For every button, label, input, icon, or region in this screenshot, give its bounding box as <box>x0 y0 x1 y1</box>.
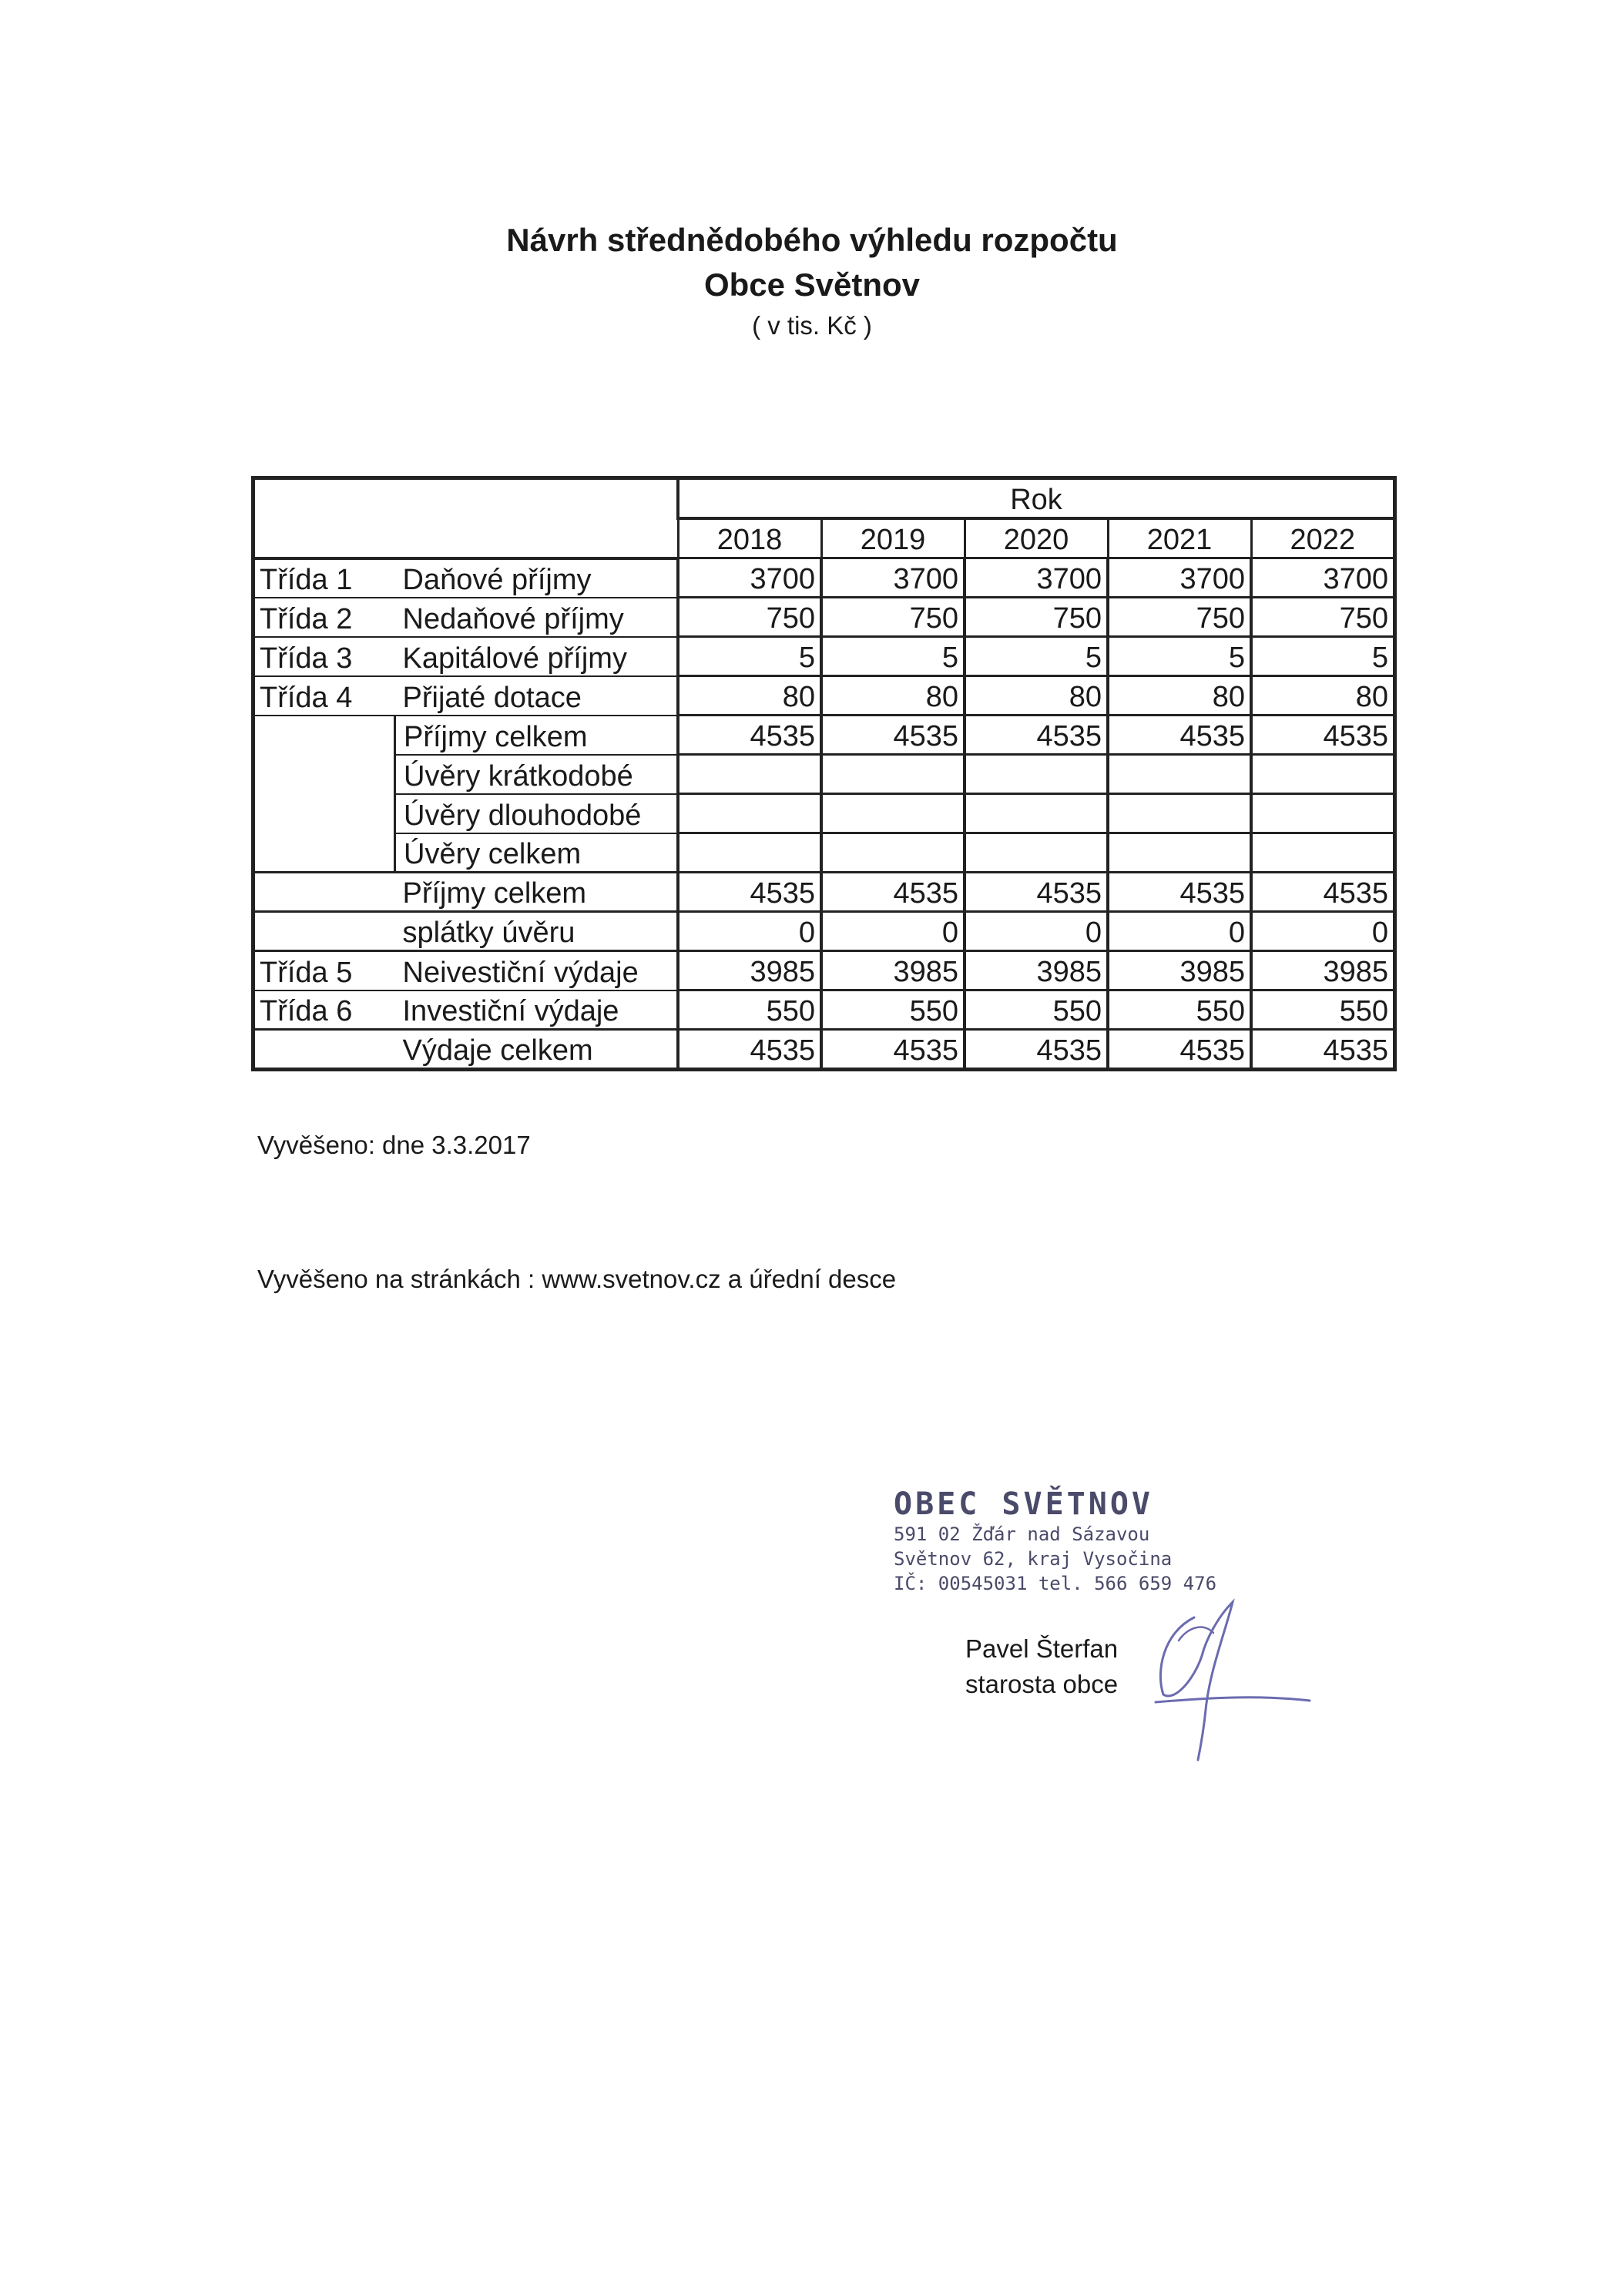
value-cell <box>678 755 821 794</box>
value-cell <box>821 755 965 794</box>
value-cell: 5 <box>821 637 965 676</box>
value-cell: 80 <box>1251 676 1395 716</box>
value-cell <box>1251 755 1395 794</box>
posted-web-note: Vyvěšeno na stránkách : www.svetnov.cz a úřední desce <box>257 1265 897 1293</box>
value-cell: 750 <box>1108 598 1251 637</box>
table-row <box>253 598 1395 637</box>
budget-table <box>251 476 1397 1071</box>
table-row <box>253 755 1395 794</box>
row-label: Nedaňové příjmy <box>395 598 679 637</box>
header-row-group <box>253 478 1395 519</box>
value-cell: 4535 <box>678 873 821 912</box>
value-cell <box>965 833 1108 873</box>
row-class: Třída 5 <box>253 951 395 990</box>
value-cell: 3700 <box>1108 558 1251 598</box>
value-cell: 750 <box>965 598 1108 637</box>
value-cell: 3985 <box>821 951 965 990</box>
row-label: Příjmy celkem <box>395 873 679 912</box>
value-cell <box>678 833 821 873</box>
value-cell: 4535 <box>678 716 821 755</box>
row-class <box>253 716 395 755</box>
value-cell <box>1108 755 1251 794</box>
value-cell: 5 <box>965 637 1108 676</box>
row-label: Přijaté dotace <box>395 676 679 716</box>
value-cell <box>821 794 965 833</box>
row-label: Příjmy celkem <box>395 716 679 755</box>
stamp-address-2: Světnov 62, kraj Vysočina <box>894 1548 1173 1570</box>
year-header: 2022 <box>1251 518 1395 558</box>
value-cell: 5 <box>1251 637 1395 676</box>
value-cell: 0 <box>1108 912 1251 951</box>
table-row <box>253 637 1395 676</box>
value-cell: 3700 <box>821 558 965 598</box>
signer-name: Pavel Šterfan <box>965 1634 1119 1663</box>
value-cell: 5 <box>678 637 821 676</box>
row-label: Daňové příjmy <box>395 558 679 598</box>
year-header: 2021 <box>1108 518 1251 558</box>
row-label: Úvěry celkem <box>395 833 679 873</box>
row-class <box>253 1030 395 1070</box>
stamp-id: IČ: 00545031 tel. 566 659 476 <box>894 1573 1217 1594</box>
row-class: Třída 3 <box>253 637 395 676</box>
year-header: 2019 <box>821 518 965 558</box>
table-row <box>253 1030 1395 1070</box>
stamp-name: OBEC SVĚTNOV <box>894 1487 1153 1522</box>
value-cell <box>1108 833 1251 873</box>
value-cell <box>965 755 1108 794</box>
value-cell <box>965 794 1108 833</box>
table-row <box>253 558 1395 598</box>
value-cell: 3700 <box>1251 558 1395 598</box>
value-cell <box>678 794 821 833</box>
table-row <box>253 990 1395 1030</box>
posted-date: Vyvěšeno: dne 3.3.2017 <box>257 1131 531 1159</box>
table-row <box>253 912 1395 951</box>
value-cell: 3985 <box>965 951 1108 990</box>
value-cell: 80 <box>1108 676 1251 716</box>
row-label: Investiční výdaje <box>395 990 679 1030</box>
value-cell: 750 <box>821 598 965 637</box>
value-cell: 80 <box>965 676 1108 716</box>
value-cell: 750 <box>678 598 821 637</box>
table-row <box>253 794 1395 833</box>
year-header: 2018 <box>678 518 821 558</box>
value-cell: 5 <box>1108 637 1251 676</box>
value-cell: 80 <box>678 676 821 716</box>
value-cell <box>1251 794 1395 833</box>
table-row <box>253 873 1395 912</box>
value-cell: 4535 <box>1108 1030 1251 1070</box>
value-cell: 4535 <box>821 716 965 755</box>
value-cell: 4535 <box>1251 1030 1395 1070</box>
value-cell: 0 <box>1251 912 1395 951</box>
value-cell: 3985 <box>678 951 821 990</box>
municipality-name: Obce Světnov <box>703 266 921 303</box>
value-cell: 750 <box>1251 598 1395 637</box>
table-row <box>253 676 1395 716</box>
value-cell: 4535 <box>821 873 965 912</box>
row-class <box>253 794 395 833</box>
row-label: Úvěry dlouhodobé <box>395 794 679 833</box>
row-class <box>253 912 395 951</box>
value-cell: 4535 <box>965 1030 1108 1070</box>
row-class: Třída 1 <box>253 558 395 598</box>
value-cell: 550 <box>821 990 965 1030</box>
row-class: Třída 4 <box>253 676 395 716</box>
row-label: Kapitálové příjmy <box>395 637 679 676</box>
value-cell: 550 <box>678 990 821 1030</box>
value-cell: 0 <box>965 912 1108 951</box>
value-cell: 3985 <box>1108 951 1251 990</box>
value-cell: 550 <box>1251 990 1395 1030</box>
row-class <box>253 755 395 794</box>
value-cell <box>1251 833 1395 873</box>
value-cell: 0 <box>821 912 965 951</box>
row-class <box>253 873 395 912</box>
value-cell: 3700 <box>678 558 821 598</box>
value-cell: 3985 <box>1251 951 1395 990</box>
value-cell <box>821 833 965 873</box>
value-cell: 4535 <box>1108 873 1251 912</box>
value-cell: 4535 <box>965 716 1108 755</box>
year-group-header: Rok <box>678 478 1395 519</box>
year-header: 2020 <box>965 518 1108 558</box>
value-cell: 4535 <box>678 1030 821 1070</box>
table-row <box>253 716 1395 755</box>
value-cell: 550 <box>1108 990 1251 1030</box>
value-cell: 80 <box>821 676 965 716</box>
value-cell: 0 <box>678 912 821 951</box>
row-class: Třída 2 <box>253 598 395 637</box>
row-label: Neivestiční výdaje <box>395 951 679 990</box>
value-cell <box>1108 794 1251 833</box>
signer-role: starosta obce <box>965 1670 1119 1698</box>
row-label: Úvěry krátkodobé <box>395 755 679 794</box>
value-cell: 4535 <box>1251 716 1395 755</box>
stamp-address: 591 02 Žďár nad Sázavou <box>894 1523 1150 1545</box>
row-class <box>253 833 395 873</box>
unit-note: ( v tis. Kč ) <box>752 311 872 340</box>
official-stamp <box>894 1487 1216 1596</box>
table-row <box>253 833 1395 873</box>
table-row <box>253 951 1395 990</box>
row-class: Třída 6 <box>253 990 395 1030</box>
document-title: Návrh střednědobého výhledu rozpočtu <box>506 222 1118 258</box>
signer-block <box>965 1631 1118 1702</box>
value-cell: 4535 <box>821 1030 965 1070</box>
value-cell: 4535 <box>965 873 1108 912</box>
row-label: Výdaje celkem <box>395 1030 679 1070</box>
signature-mark <box>1132 1587 1317 1764</box>
budget-table-body <box>253 478 1395 1070</box>
value-cell: 550 <box>965 990 1108 1030</box>
value-cell: 4535 <box>1251 873 1395 912</box>
value-cell: 4535 <box>1108 716 1251 755</box>
row-label: splátky úvěru <box>395 912 679 951</box>
header-blank-cell <box>253 478 679 558</box>
value-cell: 3700 <box>965 558 1108 598</box>
